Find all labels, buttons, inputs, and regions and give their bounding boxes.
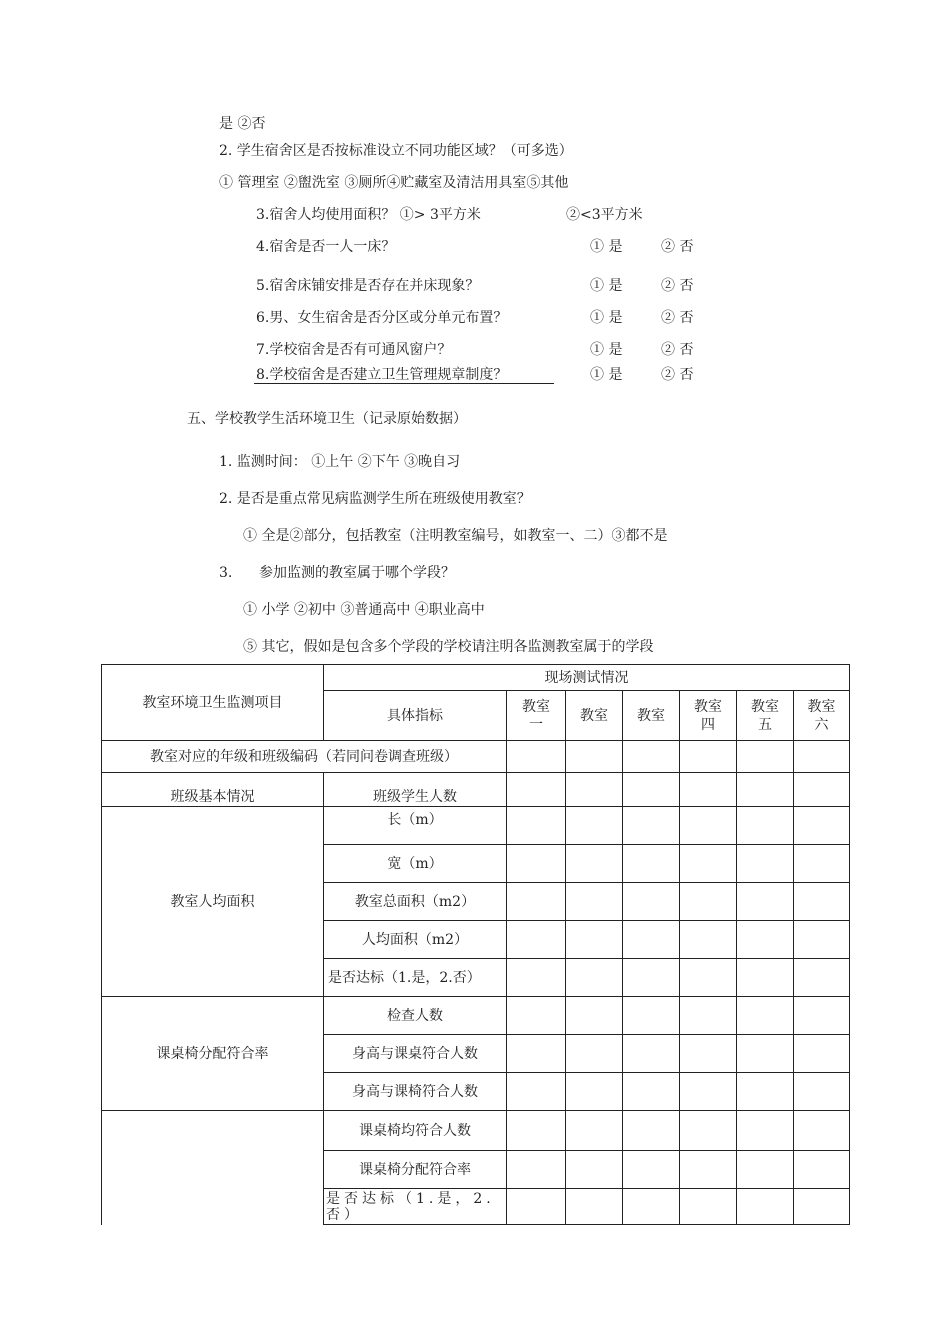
input-cell[interactable] <box>737 1151 794 1189</box>
question-8-answer-no: ② 否 <box>661 367 694 383</box>
checked-count-label: 检查人数 <box>324 997 507 1035</box>
table-row <box>102 807 850 845</box>
room-header-5: 教室 五 <box>737 691 794 741</box>
input-cell[interactable] <box>737 883 794 921</box>
input-cell[interactable] <box>507 883 566 921</box>
question-6: 6.男、女生宿舍是否分区或分单元布置？ <box>256 310 508 326</box>
input-cell[interactable] <box>680 1189 737 1225</box>
input-cell[interactable] <box>680 1151 737 1189</box>
input-cell[interactable] <box>737 997 794 1035</box>
table-row <box>102 997 850 1035</box>
input-cell[interactable] <box>737 959 794 997</box>
desk-chair-meets-standard-label: 是否达标（1.是，2.否） <box>324 1189 507 1225</box>
input-cell[interactable] <box>507 741 566 773</box>
input-cell[interactable] <box>623 1035 680 1073</box>
input-cell[interactable] <box>507 959 566 997</box>
room-header-6: 教室 六 <box>794 691 850 741</box>
input-cell[interactable] <box>566 1151 623 1189</box>
question-8-answer-yes: ① 是 <box>590 367 623 383</box>
length-label: 长（m） <box>324 807 507 845</box>
input-cell[interactable] <box>737 741 794 773</box>
input-cell[interactable] <box>680 1035 737 1073</box>
input-cell[interactable] <box>623 741 680 773</box>
input-cell[interactable] <box>623 959 680 997</box>
input-cell[interactable] <box>507 1073 566 1111</box>
input-cell[interactable] <box>507 1151 566 1189</box>
input-cell[interactable] <box>566 1189 623 1225</box>
section-5-question-3: 参加监测的教室属于哪个学段？ <box>259 565 455 581</box>
section-5-question-3-number: 3. <box>219 565 233 581</box>
input-cell[interactable] <box>623 1189 680 1225</box>
input-cell[interactable] <box>794 1151 850 1189</box>
width-label: 宽（m） <box>324 845 507 883</box>
input-cell[interactable] <box>794 1035 850 1073</box>
input-cell[interactable] <box>623 773 680 807</box>
input-cell[interactable] <box>794 883 850 921</box>
input-cell[interactable] <box>507 921 566 959</box>
question-8: 8.学校宿舍是否建立卫生管理规章制度？ <box>256 367 508 383</box>
school-stage-options-other: ⑤ 其它，假如是包含多个学段的学校请注明各监测教室属于的学段 <box>243 639 654 655</box>
input-cell[interactable] <box>566 1111 623 1151</box>
input-cell[interactable] <box>507 997 566 1035</box>
input-cell[interactable] <box>680 1111 737 1151</box>
room-header-2: 教室 <box>566 691 623 741</box>
table-header-row <box>102 665 850 691</box>
table-row <box>102 1111 850 1151</box>
input-cell[interactable] <box>794 1073 850 1111</box>
desk-height-match-label: 身高与课桌符合人数 <box>324 1035 507 1073</box>
desk-chair-both-match-label: 课桌椅均符合人数 <box>324 1111 507 1151</box>
table-row <box>102 773 850 807</box>
input-cell[interactable] <box>737 1111 794 1151</box>
question-5-answer-yes: ① 是 <box>590 278 623 294</box>
desk-chair-rate-label: 课桌椅分配符合率 <box>324 1151 507 1189</box>
input-cell[interactable] <box>737 1073 794 1111</box>
grade-class-code-label: 教室对应的年级和班级编码（若同问卷调查班级） <box>102 741 507 773</box>
class-basic-info-label: 班级基本情况 <box>102 773 324 807</box>
chair-height-match-label: 身高与课椅符合人数 <box>324 1073 507 1111</box>
input-cell[interactable] <box>737 807 794 845</box>
input-cell[interactable] <box>566 883 623 921</box>
input-cell[interactable] <box>794 807 850 845</box>
input-cell[interactable] <box>566 1035 623 1073</box>
input-cell[interactable] <box>737 1189 794 1225</box>
input-cell[interactable] <box>737 921 794 959</box>
total-area-label: 教室总面积（m2） <box>324 883 507 921</box>
question-5: 5.宿舍床铺安排是否存在并床现象？ <box>256 278 480 294</box>
input-cell[interactable] <box>680 807 737 845</box>
question-7-answer-yes: ① 是 <box>590 342 623 358</box>
input-cell[interactable] <box>794 1111 850 1151</box>
input-cell[interactable] <box>623 845 680 883</box>
input-cell[interactable] <box>680 997 737 1035</box>
question-4: 4.宿舍是否一人一床？ <box>256 239 396 255</box>
question-4-answer-no: ② 否 <box>661 239 694 255</box>
input-cell[interactable] <box>680 959 737 997</box>
input-cell[interactable] <box>566 845 623 883</box>
input-cell[interactable] <box>680 1073 737 1111</box>
table-row <box>102 741 850 773</box>
room-header-4: 教室 四 <box>680 691 737 741</box>
input-cell[interactable] <box>737 773 794 807</box>
input-cell[interactable] <box>794 921 850 959</box>
yes-no-line: 是 ②否 <box>219 116 266 132</box>
input-cell[interactable] <box>507 1111 566 1151</box>
input-cell[interactable] <box>794 845 850 883</box>
desk-chair-match-rate-label: 课桌椅分配符合率 <box>102 997 324 1111</box>
question-3: 3.宿舍人均使用面积？ ①> 3平方米 <box>256 207 481 223</box>
input-cell[interactable] <box>794 997 850 1035</box>
input-cell[interactable] <box>794 959 850 997</box>
question-7: 7.学校宿舍是否有可通风窗户？ <box>256 342 452 358</box>
section-5-title: 五、学校教学生活环境卫生（记录原始数据） <box>187 411 467 427</box>
input-cell[interactable] <box>680 773 737 807</box>
desk-chair-continued-cell <box>102 1111 324 1225</box>
indicator-header: 具体指标 <box>324 691 507 741</box>
monitoring-item-header: 教室环境卫生监测项目 <box>102 665 324 741</box>
classroom-monitoring-table <box>101 664 850 1225</box>
input-cell[interactable] <box>507 807 566 845</box>
monitor-time: 1. 监测时间： ①上午 ②下午 ③晚自习 <box>219 454 461 470</box>
question-6-answer-yes: ① 是 <box>590 310 623 326</box>
question-3-option-2: ②<3平方米 <box>566 207 643 223</box>
room-header-1: 教室 一 <box>507 691 566 741</box>
school-stage-options: ① 小学 ②初中 ③普通高中 ④职业高中 <box>243 602 485 618</box>
input-cell[interactable] <box>566 997 623 1035</box>
question-2-options: ① 管理室 ②盥洗室 ③厕所④贮藏室及清洁用具室⑤其他 <box>219 175 569 191</box>
input-cell[interactable] <box>680 741 737 773</box>
input-cell[interactable] <box>794 741 850 773</box>
input-cell[interactable] <box>566 959 623 997</box>
question-4-answer-yes: ① 是 <box>590 239 623 255</box>
section-5-question-2-options: ① 全是②部分，包括教室（注明教室编号，如教室一、二）③都不是 <box>243 528 668 544</box>
input-cell[interactable] <box>566 807 623 845</box>
input-cell[interactable] <box>623 883 680 921</box>
input-cell[interactable] <box>680 883 737 921</box>
input-cell[interactable] <box>737 1035 794 1073</box>
area-per-student-label: 教室人均面积 <box>102 807 324 997</box>
area-meets-standard-label: 是否达标（1.是，2.否） <box>324 959 507 997</box>
question-7-answer-no: ② 否 <box>661 342 694 358</box>
onsite-test-header: 现场测试情况 <box>324 665 850 691</box>
question-8-underline <box>254 383 554 384</box>
input-cell[interactable] <box>623 1073 680 1111</box>
per-capita-area-label: 人均面积（m2） <box>324 921 507 959</box>
input-cell[interactable] <box>680 845 737 883</box>
input-cell[interactable] <box>623 1151 680 1189</box>
input-cell[interactable] <box>680 921 737 959</box>
input-cell[interactable] <box>794 1189 850 1225</box>
input-cell[interactable] <box>623 997 680 1035</box>
section-5-question-2: 2. 是否是重点常见病监测学生所在班级使用教室？ <box>219 491 531 507</box>
input-cell[interactable] <box>623 921 680 959</box>
input-cell[interactable] <box>507 845 566 883</box>
input-cell[interactable] <box>507 773 566 807</box>
input-cell[interactable] <box>794 773 850 807</box>
input-cell[interactable] <box>623 1111 680 1151</box>
input-cell[interactable] <box>566 773 623 807</box>
room-header-3: 教室 <box>623 691 680 741</box>
input-cell[interactable] <box>566 921 623 959</box>
question-2: 2. 学生宿舍区是否按标准设立不同功能区域？（可多选） <box>219 143 573 159</box>
input-cell[interactable] <box>507 1035 566 1073</box>
class-student-count-label: 班级学生人数 <box>324 773 507 807</box>
input-cell[interactable] <box>623 807 680 845</box>
input-cell[interactable] <box>566 1073 623 1111</box>
input-cell[interactable] <box>737 845 794 883</box>
question-5-answer-no: ② 否 <box>661 278 694 294</box>
question-6-answer-no: ② 否 <box>661 310 694 326</box>
input-cell[interactable] <box>507 1189 566 1225</box>
input-cell[interactable] <box>566 741 623 773</box>
